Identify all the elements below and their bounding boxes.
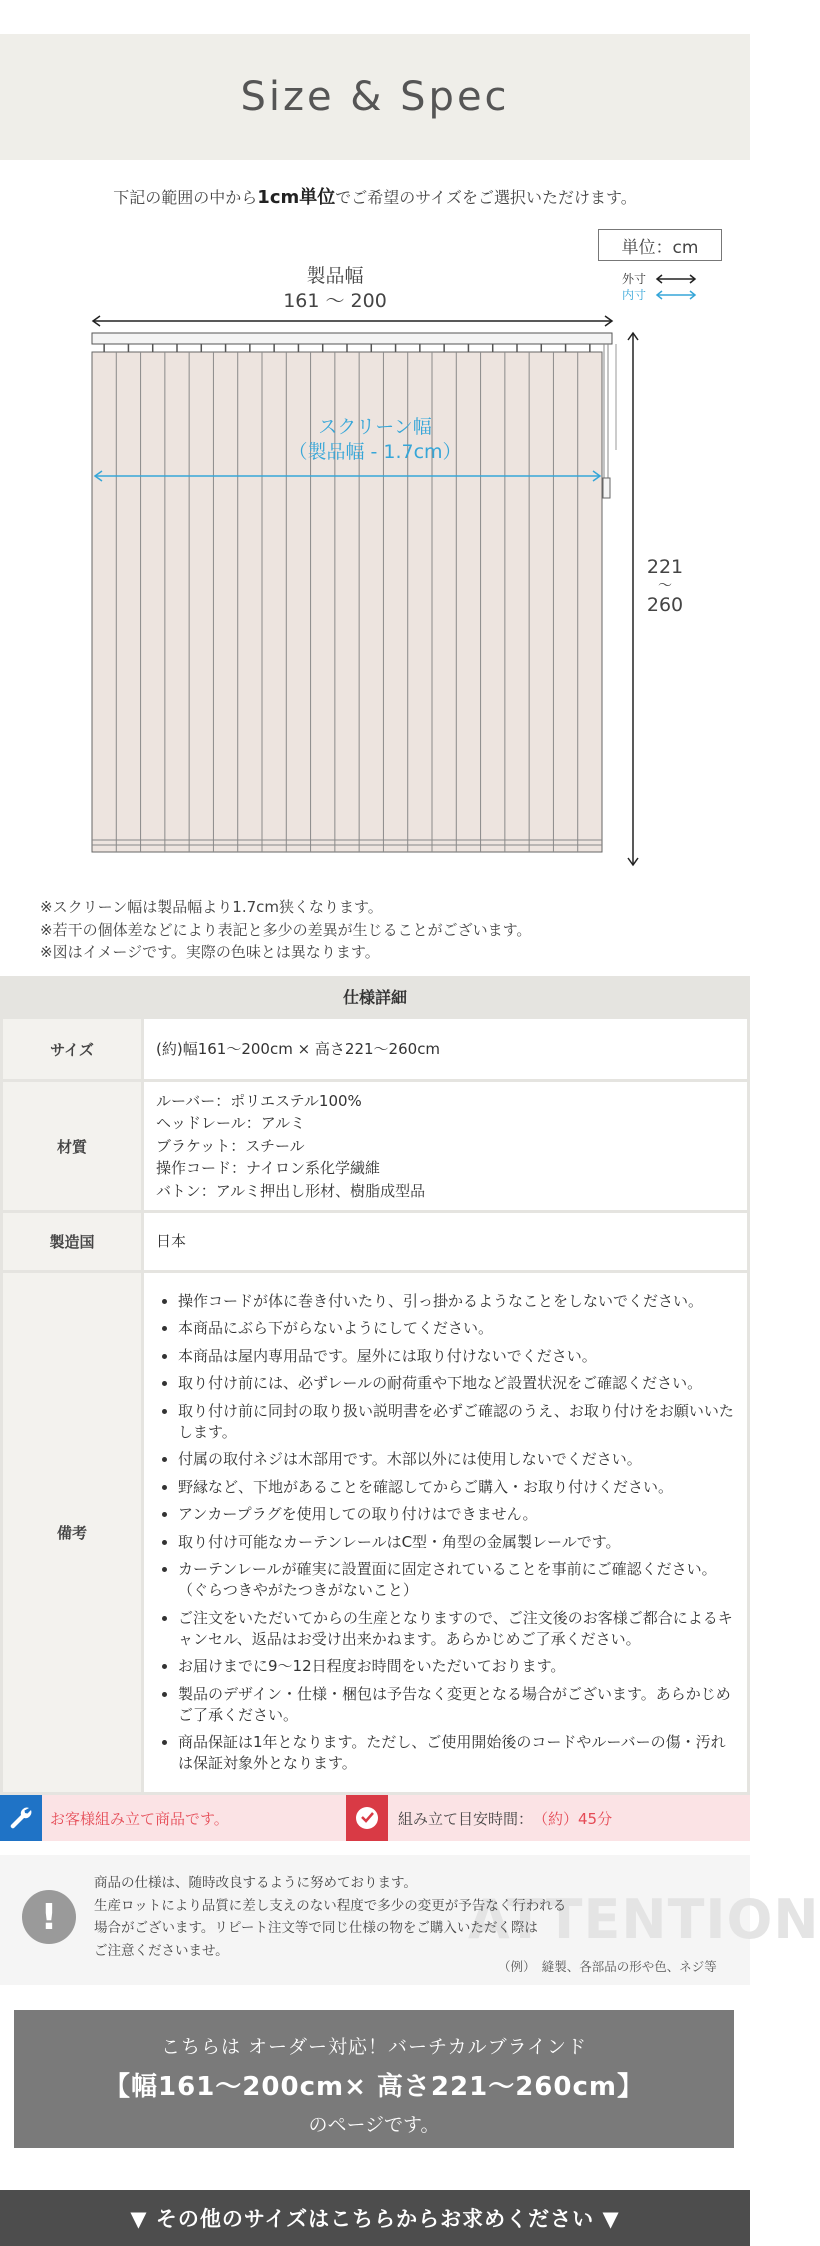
spec-table: [0, 1016, 750, 1795]
screen-width-formula: （製品幅 - 1.7cm）: [288, 441, 462, 463]
spec-label: 製造国: [2, 1212, 143, 1272]
material-line: 操作コード：ナイロン系化学繊維: [156, 1159, 380, 1178]
attention-example: （例） 縫製、各部品の形や色、ネジ等: [498, 1959, 717, 1974]
product-height-arrow: [628, 333, 638, 865]
legend-inner-label: 内寸: [622, 288, 647, 302]
legend-outer-label: 外寸: [622, 272, 647, 286]
spec-label: 材質: [2, 1081, 143, 1212]
attention-line: ご注意くださいませ。: [94, 1942, 229, 1959]
page-header: [0, 34, 750, 160]
spec-row-material: [2, 1081, 749, 1212]
operation-cord: [603, 344, 616, 498]
assembly-time-value: （約）45分: [533, 1809, 613, 1828]
remark-item: • 本商品にぶら下がらないようにしてください。: [178, 1318, 735, 1339]
legend-outer: [622, 270, 698, 287]
order-banner-line3: のページです。: [308, 2114, 440, 2136]
legend-inner-arrow-icon: [654, 290, 698, 300]
order-banner: [14, 2010, 734, 2148]
diagram-notes: [40, 896, 531, 964]
remark-item: • アンカープラグを使用しての取り付けはできません。: [178, 1504, 735, 1525]
height-separator: 〜: [658, 578, 672, 594]
assembly-time-label: 組み立て目安時間：: [398, 1809, 534, 1828]
screen-width-title: スクリーン幅: [318, 416, 432, 438]
clock-icon: [346, 1795, 388, 1841]
spec-value-material: [143, 1081, 749, 1212]
spec-value-remarks: [143, 1272, 749, 1794]
material-line: ヘッドレール：アルミ: [156, 1114, 306, 1133]
note-line: ※スクリーン幅は製品幅より1.7cm狭くなります。: [40, 898, 383, 916]
remark-item: • 取り付け前に同封の取り扱い説明書を必ずご確認のうえ、お取り付けをお願いいたします。: [178, 1401, 735, 1443]
attention-line: 商品の仕様は、随時改良するように努めております。: [94, 1875, 417, 1891]
spec-heading: 仕様詳細: [0, 976, 750, 1016]
intro-unit-emphasis: 1cm単位: [257, 187, 336, 208]
remark-item: • 野縁など、下地があることを確認してからご購入・お取り付けください。: [178, 1477, 735, 1498]
size-intro: [0, 183, 750, 209]
material-line: バトン：アルミ押出し形材、樹脂成型品: [156, 1181, 426, 1200]
remark-item: • お届けまでに9～12日程度お時間をいただいております。: [178, 1656, 735, 1677]
remark-item: • カーテンレールが確実に設置面に固定されていることを事前にご確認ください。（ぐらつきやがたつきがないこと）: [178, 1559, 735, 1601]
page-title: Size & Spec: [240, 74, 510, 120]
remark-item: • 付属の取付ネジは木部用です。木部以外には使用しないでください。: [178, 1449, 735, 1470]
intro-text-after: でご希望のサイズをご選択いただけます。: [335, 188, 637, 207]
remark-item: • 操作コードが体に巻き付いたり、引っ掛かるようなことをしないでください。: [178, 1291, 735, 1312]
spec-row-remarks: [2, 1272, 749, 1794]
order-banner-line1: こちらは オーダー対応！バーチカルブラインド: [160, 2036, 588, 2058]
spec-label: 備考: [2, 1272, 143, 1794]
note-line: ※若干の個体差などにより表記と多少の差異が生じることがございます。: [40, 920, 532, 939]
remark-item: • 本商品は屋内専用品です。屋外には取り付けないでください。: [178, 1346, 735, 1367]
spec-row-country: [2, 1212, 749, 1272]
product-height-label: [640, 556, 690, 616]
unit-label: 単位：cm: [598, 229, 722, 261]
blind-diagram: [0, 300, 750, 880]
attention-text: [94, 1872, 614, 1962]
other-sizes-button[interactable]: ▼ その他のサイズはこちらからお求めください ▼: [0, 2190, 750, 2246]
spec-value-size: (約)幅161～200cm × 高さ221～260cm: [143, 1018, 749, 1081]
spec-value-country: 日本: [143, 1212, 749, 1272]
screen-width-label: [200, 415, 550, 465]
order-banner-size: 【幅161～200cm× 高さ221～260cm】: [104, 2072, 644, 2102]
spec-row-size: [2, 1018, 749, 1081]
product-width-range: 161 ～ 200: [283, 290, 387, 312]
remark-item: • 取り付け前には、必ずレールの耐荷重や下地など設置状況をご確認ください。: [178, 1373, 735, 1394]
material-line: ルーバー：ポリエステル100%: [156, 1091, 362, 1110]
wrench-icon: [0, 1795, 42, 1841]
height-max: 260: [646, 594, 684, 616]
note-line: ※図はイメージです。実際の色味とは異なります。: [40, 943, 380, 961]
remark-item: • 商品保証は1年となります。ただし、ご使用開始後のコードやルーバーの傷・汚れは保証対象外となります。: [178, 1732, 735, 1774]
height-min: 221: [646, 556, 684, 578]
remark-item: • 製品のデザイン・仕様・梱包は予告なく変更となる場合がございます。あらかじめご了承ください。: [178, 1684, 735, 1726]
self-assembly-text: お客様組み立て商品です。: [50, 1809, 229, 1828]
attention-line: 場合がございます。リピート注文等で同じ仕様の物をご購入いただく際は: [94, 1920, 538, 1936]
legend-outer-arrow-icon: [654, 274, 698, 284]
attention-watermark: ATTENTION: [468, 1888, 820, 1951]
product-width-arrow: [93, 316, 612, 326]
exclamation-icon: !: [22, 1890, 76, 1944]
remark-item: • ご注文をいただいてからの生産となりますので、ご注文後のお客様ご都合によるキャンセル、返品はお受け出来かねます。あらかじめご了承ください。: [178, 1608, 735, 1650]
intro-text-before: 下記の範囲の中から: [113, 188, 258, 207]
spec-label: サイズ: [2, 1018, 143, 1081]
remarks-list: [156, 1291, 735, 1775]
remark-item: • 取り付け可能なカーテンレールはC型・角型の金属製レールです。: [178, 1532, 735, 1553]
material-line: ブラケット：スチール: [156, 1136, 305, 1155]
assembly-time: [398, 1795, 612, 1841]
head-rail: [92, 333, 612, 344]
product-width-title: 製品幅: [306, 265, 364, 287]
attention-line: 生産ロットにより品質に差し支えのない程度で多少の変更が予告なく行われる: [94, 1897, 567, 1914]
